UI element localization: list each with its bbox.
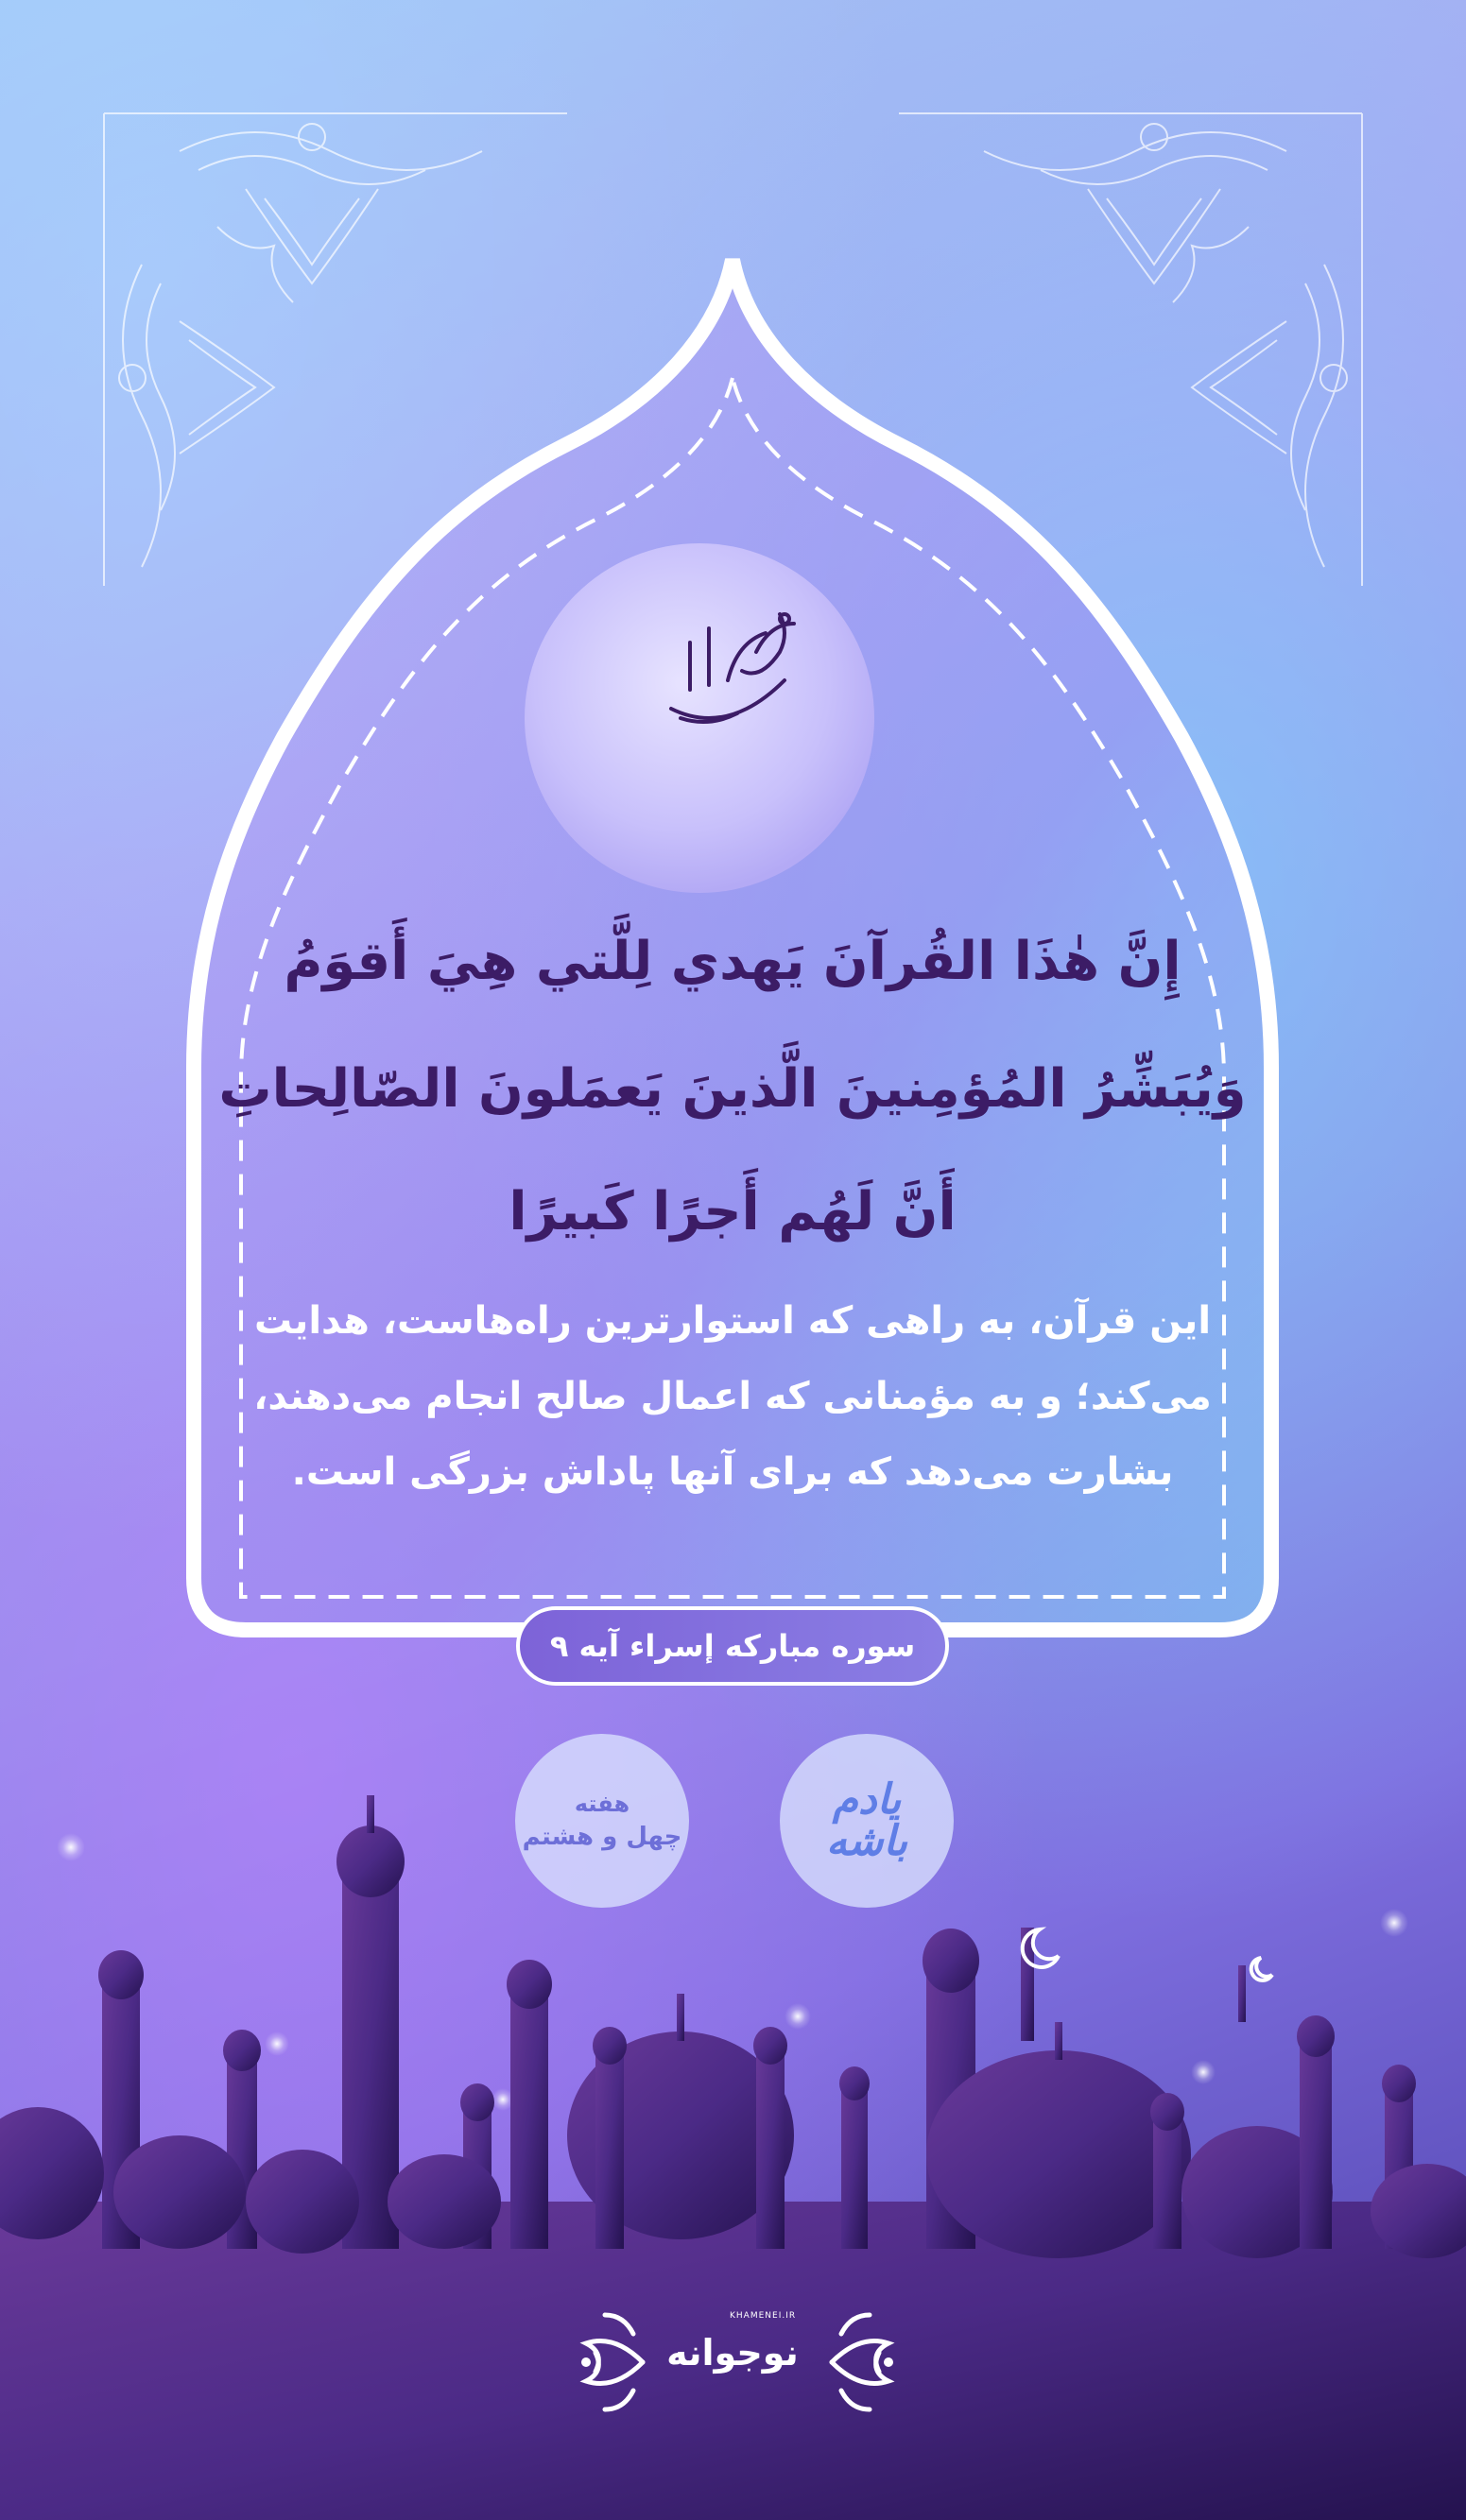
- verse-line-1: إِنَّ هٰذَا القُرآنَ يَهدي لِلَّتي هِيَ أَقوَمُ: [284, 931, 1181, 992]
- program-logo-line-2: باشه: [825, 1817, 908, 1865]
- verse-line-2: وَيُبَشِّرُ المُؤمِنينَ الَّذينَ يَعمَلونَ الصّالِحاتِ: [218, 1058, 1247, 1120]
- surah-reference-text: سوره مبارکه إسراء آیه ۹: [549, 1628, 916, 1664]
- program-logo-line-1: یادم: [832, 1775, 902, 1824]
- week-badge-label: هفته: [574, 1791, 630, 1817]
- week-badge-number: چهل و هشتم: [522, 1823, 682, 1851]
- translation-line-1: این قرآن، به راهی که استوارترین راه‌هاست، هدایت: [253, 1299, 1212, 1343]
- translation-line-2: می‌کند؛ و به مؤمنانی که اعمال صالح انجام می‌دهند،: [253, 1375, 1212, 1418]
- basmala-calligraphy-icon: [652, 586, 813, 746]
- brand-logo-text: نوجوانه: [666, 2332, 799, 2374]
- brand-site-label: KHAMENEI.IR: [730, 2311, 797, 2321]
- translation-line-3: بشارت می‌دهد که برای آنها پاداش بزرگی است.: [291, 1450, 1174, 1494]
- crescent-moon-icon: [1023, 1929, 1272, 1980]
- surah-reference-pill: [516, 1606, 949, 1686]
- program-logo-badge: [780, 1734, 954, 1908]
- week-badge: [515, 1734, 689, 1908]
- verse-line-3: أَنَّ لَهُم أَجرًا كَبيرًا: [509, 1181, 957, 1243]
